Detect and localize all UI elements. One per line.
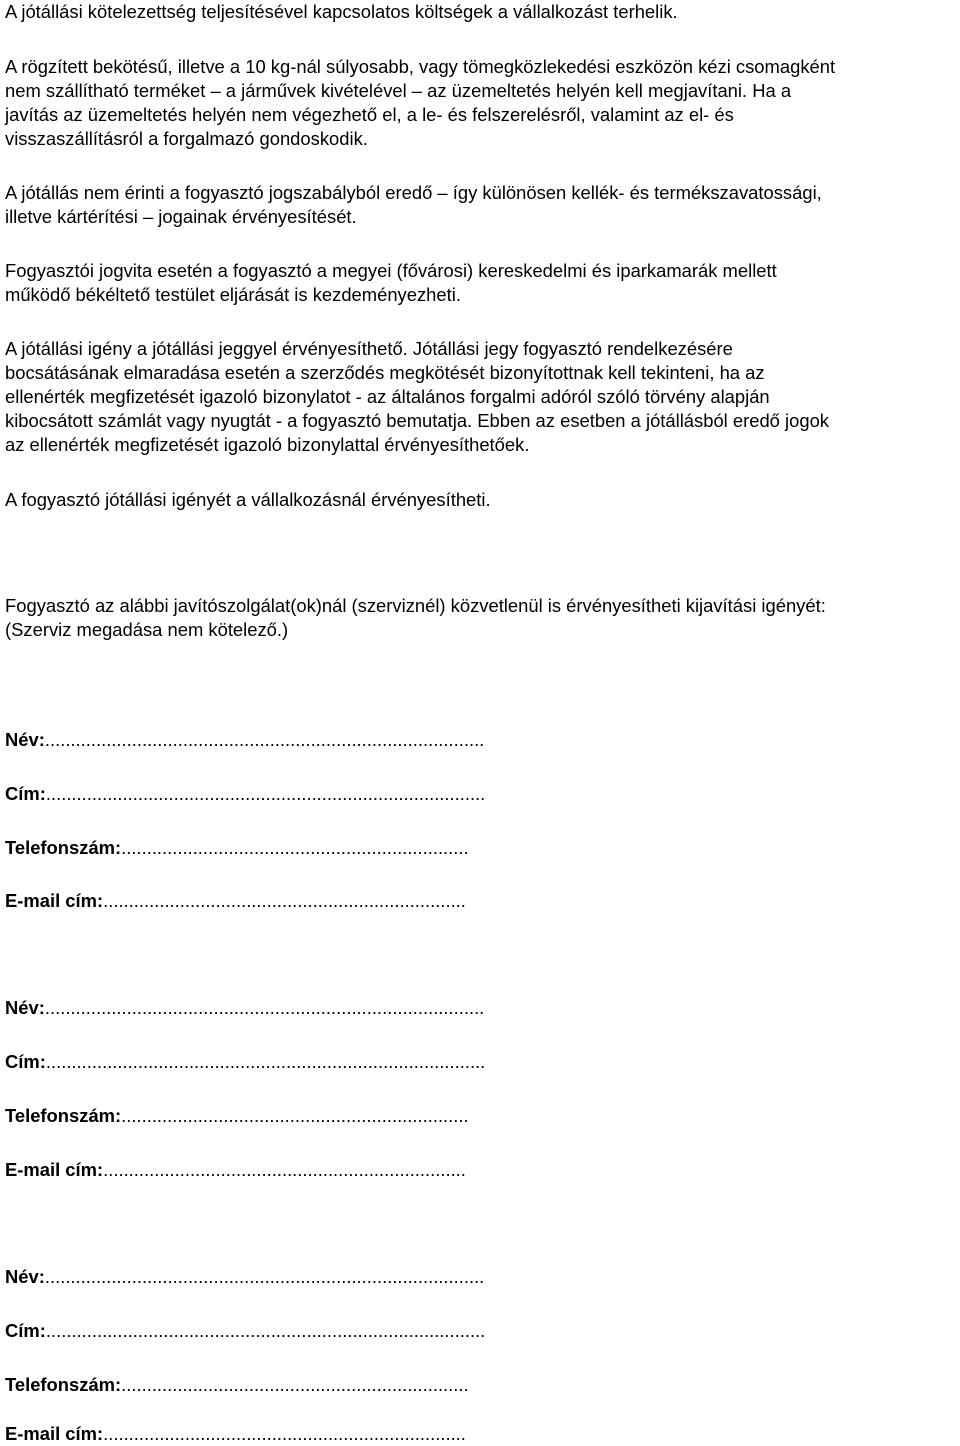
text-line: (Szerviz megadása nem kötelező.)	[5, 619, 289, 640]
text-line: bocsátásának elmaradása esetén a szerződés megkötését bizonyítottnak kell tekinteni, ha az	[5, 362, 765, 383]
paragraph-onsite-repair	[5, 55, 950, 151]
name-label: Név:	[5, 997, 45, 1018]
text-line: Fogyasztó az alábbi javítószolgálat(ok)nál (szerviznél) közvetlenül is érvényesítheti kijavítási igényét:	[5, 595, 826, 616]
phone-dots: ....................................................................	[121, 1374, 469, 1395]
service-1-phone-field	[5, 836, 469, 860]
service-3-email-field	[5, 1422, 466, 1446]
text-line: ellenérték megfizetését igazoló bizonylatot - az általános forgalmi adóról szóló törvény alapján	[5, 386, 770, 407]
text-line: A rögzített bekötésű, illetve a 10 kg-nál súlyosabb, vagy tömegközlekedési eszközön kézi csomagként	[5, 56, 836, 77]
text-line: javítás az üzemeltetés helyén nem végezhető el, a le- és felszerelésről, valamint az el- és	[5, 104, 734, 125]
service-2-address-field	[5, 1050, 485, 1074]
service-1-name-field	[5, 728, 484, 752]
paragraph-consumer-rights	[5, 181, 950, 229]
service-2-phone-field	[5, 1104, 469, 1128]
address-dots: ......................................................................................	[45, 1320, 486, 1341]
address-dots: ......................................................................................	[45, 1051, 486, 1072]
text-line: A jótállási igény a jótállási jeggyel érvényesíthető. Jótállási jegy fogyasztó rendelkezésére	[5, 338, 733, 359]
name-dots: ......................................................................................	[44, 997, 485, 1018]
paragraph-dispute	[5, 259, 950, 307]
phone-label: Telefonszám:	[5, 837, 122, 858]
text-line: A fogyasztó jótállási igényét a vállalkozásnál érvényesítheti.	[5, 489, 491, 510]
text-line: illetve kártérítési – jogainak érvényesítését.	[5, 206, 357, 227]
paragraph-claim	[5, 488, 950, 512]
email-label: E-mail cím:	[5, 1159, 104, 1180]
email-label: E-mail cím:	[5, 1423, 104, 1444]
phone-label: Telefonszám:	[5, 1374, 122, 1395]
name-dots: ......................................................................................	[44, 1266, 485, 1287]
text-line: A jótállás nem érinti a fogyasztó jogszabályból eredő – így különösen kellék- és termékszavatossági,	[5, 182, 822, 203]
service-2-email-field	[5, 1158, 466, 1182]
text-line: Fogyasztói jogvita esetén a fogyasztó a megyei (fővárosi) kereskedelmi és iparkamarák mellett	[5, 260, 777, 281]
name-dots: ......................................................................................	[44, 729, 485, 750]
text-line: működő békéltető testület eljárását is kezdeményezheti.	[5, 284, 461, 305]
paragraph-warranty-ticket	[5, 337, 950, 457]
service-2-name-field	[5, 996, 484, 1020]
paragraph-service	[5, 594, 950, 642]
email-dots: .......................................................................	[103, 1423, 466, 1444]
address-dots: ......................................................................................	[45, 783, 486, 804]
email-dots: .......................................................................	[103, 1159, 466, 1180]
text-line: visszaszállításról a forgalmazó gondoskodik.	[5, 128, 368, 149]
text-line: nem szállítható terméket – a járművek kivételével – az üzemeltetés helyén kell megjavítani. Ha a	[5, 80, 792, 101]
text-line: A jótállási kötelezettség teljesítésével kapcsolatos költségek a vállalkozást terhelik.	[5, 1, 678, 22]
text-line: az ellenérték megfizetését igazoló bizonylattal érvényesíthetőek.	[5, 434, 530, 455]
address-label: Cím:	[5, 783, 46, 804]
text-line: kibocsátott számlát vagy nyugtát - a fogyasztó bemutatja. Ebben az esetben a jótállásból eredő jogok	[5, 410, 829, 431]
service-3-name-field	[5, 1265, 484, 1289]
service-1-address-field	[5, 782, 485, 806]
paragraph-cost	[5, 0, 950, 24]
email-dots: .......................................................................	[103, 890, 466, 911]
service-1-email-field	[5, 889, 466, 913]
phone-label: Telefonszám:	[5, 1105, 122, 1126]
email-label: E-mail cím:	[5, 890, 104, 911]
address-label: Cím:	[5, 1051, 46, 1072]
service-3-phone-field	[5, 1373, 469, 1397]
phone-dots: ....................................................................	[121, 1105, 469, 1126]
name-label: Név:	[5, 729, 45, 750]
name-label: Név:	[5, 1266, 45, 1287]
address-label: Cím:	[5, 1320, 46, 1341]
phone-dots: ....................................................................	[121, 837, 469, 858]
service-3-address-field	[5, 1319, 485, 1343]
